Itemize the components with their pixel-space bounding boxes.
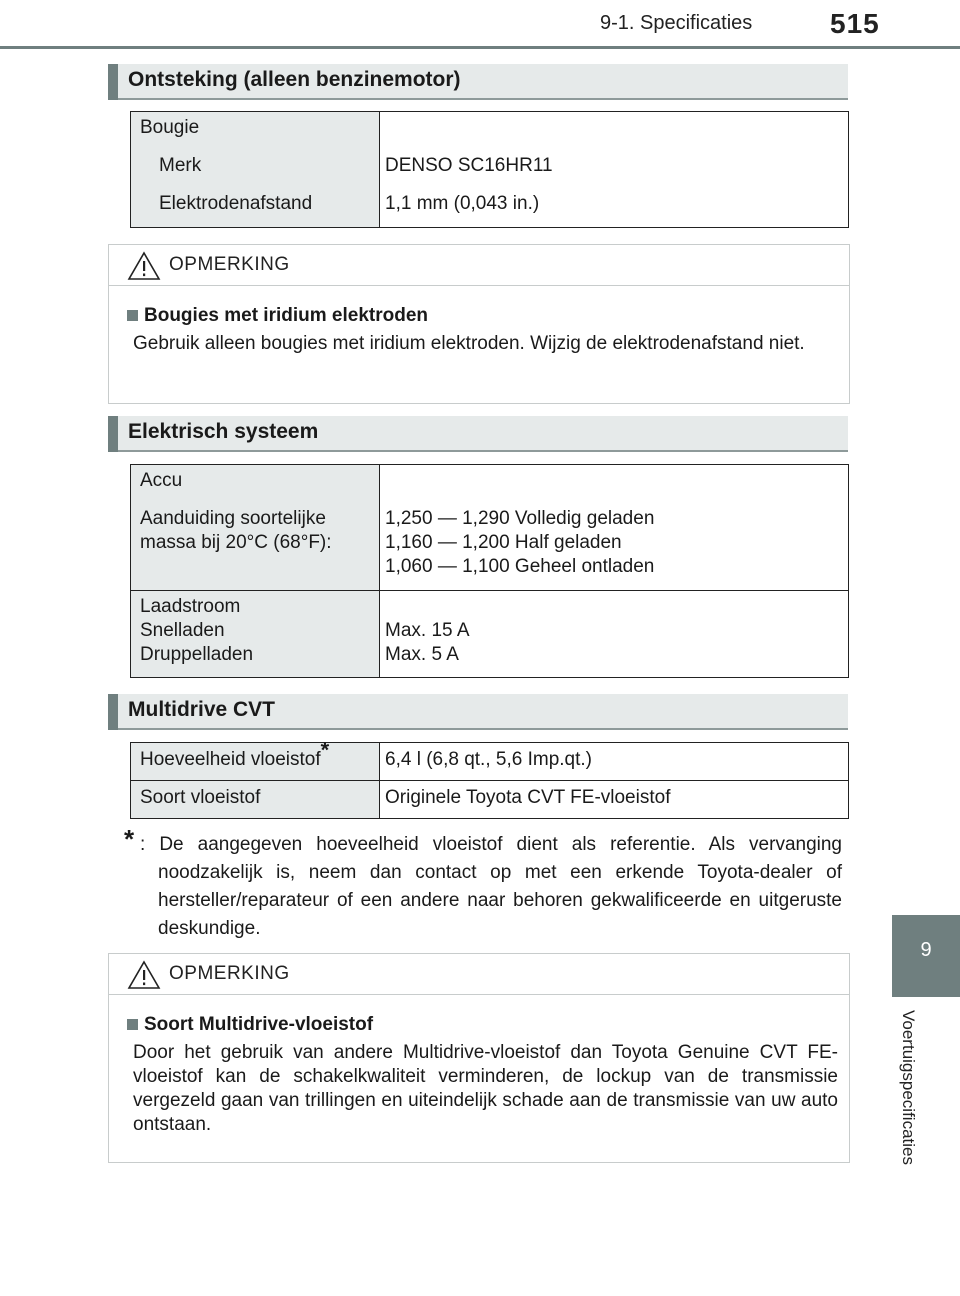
page-number: 515 bbox=[830, 8, 880, 39]
note-item-title bbox=[127, 305, 428, 327]
row-label: Hoeveelheid vloeistof bbox=[140, 749, 321, 770]
fluid-quantity-label-cell bbox=[131, 737, 380, 781]
section-title: Elektrisch systeem bbox=[128, 420, 319, 443]
header-rule bbox=[0, 46, 960, 49]
group-label: Accu bbox=[140, 470, 183, 491]
note-header bbox=[109, 245, 849, 286]
row-value: 1,160 — 1,200 Half geladen bbox=[385, 532, 622, 553]
cvt-spec-table bbox=[130, 737, 849, 819]
section-heading-cvt bbox=[108, 694, 848, 730]
square-bullet-icon bbox=[127, 1019, 138, 1030]
running-header-section: 9-1. Specificaties bbox=[600, 12, 753, 34]
charging-value-cell bbox=[380, 591, 849, 678]
battery-label-cell bbox=[131, 465, 380, 591]
footnote-text: : De aangegeven hoeveelheid vloeistof dient als referentie. Als vervanging noodzakelijk is, neem dan contact op met een erkende Toyota-dealer of hersteller/reparateur of een andere naar behoren gekwalificeerde en uitgeruste deskundige. bbox=[140, 834, 842, 939]
fluid-type-label-cell bbox=[131, 781, 380, 819]
square-bullet-icon bbox=[127, 310, 138, 321]
note-heading: OPMERKING bbox=[169, 963, 290, 984]
electrical-spec-table bbox=[130, 464, 849, 678]
warning-icon bbox=[127, 251, 161, 281]
row-label: Soort vloeistof bbox=[140, 787, 261, 808]
row-label: Snelladen bbox=[140, 620, 225, 641]
row-label: Aanduiding soortelijke bbox=[140, 508, 326, 529]
row-label: Elektrodenafstand bbox=[159, 193, 313, 214]
group-label: Bougie bbox=[140, 117, 200, 138]
footnote-star: * bbox=[124, 824, 135, 854]
fluid-type-value-cell bbox=[380, 781, 849, 819]
footnote bbox=[124, 824, 842, 943]
heading-bar bbox=[108, 64, 118, 100]
note-body: Door het gebruik van andere Multidrive-vloeistof dan Toyota Genuine CVT FE-vloeistof kan de schakelkwaliteit verminderen, de lockup van de transmissie vergezeld gaan van trillingen en uiteindelijk schade aan de transmissie van uw auto ontstaan. bbox=[133, 1042, 838, 1135]
note-header bbox=[109, 954, 849, 995]
chapter-tab: 9 bbox=[892, 915, 960, 997]
row-value: 6,4 l (6,8 qt., 5,6 Imp.qt.) bbox=[385, 749, 592, 770]
battery-value-cell bbox=[380, 465, 849, 591]
row-label: Laadstroom bbox=[140, 596, 241, 617]
section-heading-electrical bbox=[108, 416, 848, 452]
fluid-quantity-value-cell bbox=[380, 743, 849, 781]
ignition-spec-table bbox=[130, 111, 849, 228]
row-value: Max. 5 A bbox=[385, 644, 459, 665]
warning-icon bbox=[127, 960, 161, 990]
section-heading-ignition bbox=[108, 64, 848, 100]
note-box-cvt-fluid bbox=[108, 953, 850, 1163]
footnote-marker: * bbox=[320, 737, 330, 763]
ignition-label-cell bbox=[131, 112, 380, 228]
note-item-title bbox=[127, 1014, 373, 1036]
note-box-spark-plugs bbox=[108, 244, 850, 404]
row-value: DENSO SC16HR11 bbox=[385, 155, 553, 176]
ignition-value-cell bbox=[380, 112, 849, 228]
heading-bar bbox=[108, 416, 118, 452]
row-value: Max. 15 A bbox=[385, 620, 470, 641]
charging-label-cell bbox=[131, 591, 380, 678]
note-body: Gebruik alleen bougies met iridium elektroden. Wijzig de elektrodenafstand niet. bbox=[133, 333, 805, 354]
section-title: Ontsteking (alleen benzinemotor) bbox=[128, 68, 461, 91]
chapter-label: Voertuigspecificaties bbox=[899, 1010, 918, 1165]
row-value: 1,250 — 1,290 Volledig geladen bbox=[385, 508, 655, 529]
note-heading: OPMERKING bbox=[169, 254, 290, 275]
note-item-title-text: Bougies met iridium elektroden bbox=[144, 305, 428, 326]
heading-bar bbox=[108, 694, 118, 730]
row-value: 1,060 — 1,100 Geheel ontladen bbox=[385, 556, 655, 577]
row-label: Merk bbox=[159, 155, 202, 176]
row-value: 1,1 mm (0,043 in.) bbox=[385, 193, 540, 214]
note-item-title-text: Soort Multidrive-vloeistof bbox=[144, 1014, 374, 1035]
section-title: Multidrive CVT bbox=[128, 698, 276, 721]
row-label: massa bij 20°C (68°F): bbox=[140, 532, 332, 553]
row-label: Druppelladen bbox=[140, 644, 254, 665]
row-value: Originele Toyota CVT FE-vloeistof bbox=[385, 787, 671, 808]
